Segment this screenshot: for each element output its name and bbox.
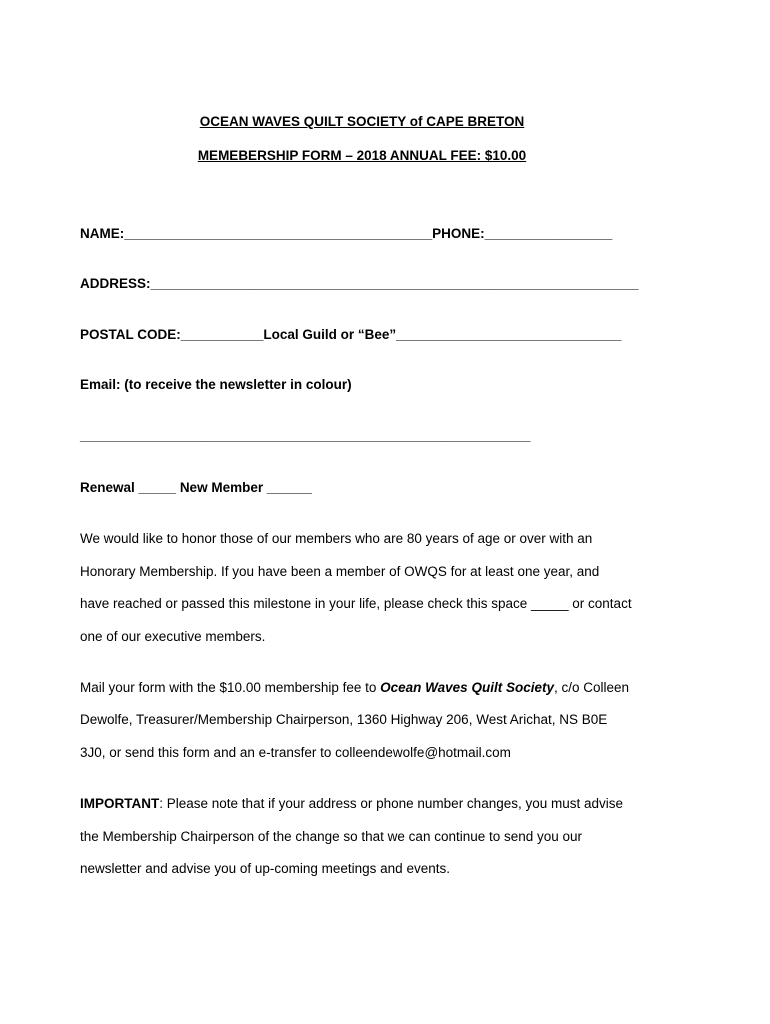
- mail-paragraph-line-3: 3J0, or send this form and an e-transfer to colleendewolfe@hotmail.com: [80, 745, 511, 760]
- mail-paragraph-line-2: Dewolfe, Treasurer/Membership Chairperson, 1360 Highway 206, West Arichat, NS B0E: [80, 712, 608, 727]
- important-text: : Please note that if your address or phone number changes, you must advise: [159, 796, 624, 811]
- address-line: ADDRESS:_________________________________________________________________: [80, 276, 639, 291]
- mail-text-pre: Mail your form with the $10.00 membership fee to: [80, 680, 381, 695]
- mail-paragraph-line-1: [80, 680, 629, 696]
- form-subtitle: MEMEBERSHIP FORM – 2018 ANNUAL FEE: $10.00: [197, 148, 527, 163]
- email-label: Email: (to receive the newsletter in colour): [80, 377, 352, 392]
- honor-paragraph-line-3: have reached or passed this milestone in your life, please check this space _____ or contact: [80, 596, 632, 611]
- honor-paragraph-line-1: We would like to honor those of our members who are 80 years of age or over with an: [80, 531, 593, 546]
- important-paragraph-line-1: [80, 796, 623, 812]
- name-phone-line: NAME:_________________________________________PHONE:_________________: [80, 226, 613, 241]
- important-paragraph-line-3: newsletter and advise you of up-coming meetings and events.: [80, 861, 450, 876]
- important-paragraph-line-2: the Membership Chairperson of the change so that we can continue to send you our: [80, 829, 583, 844]
- mail-text-post: , c/o Colleen: [553, 680, 630, 695]
- honor-paragraph-line-4: one of our executive members.: [80, 629, 266, 644]
- honor-paragraph-line-2: Honorary Membership. If you have been a member of OWQS for at least one year, and: [80, 564, 600, 579]
- postal-guild-line: POSTAL CODE:___________Local Guild or “Bee”______________________________: [80, 327, 622, 342]
- society-name-emphasis: Ocean Waves Quilt Society: [380, 680, 554, 695]
- important-label: IMPORTANT: [80, 796, 160, 811]
- renewal-new-member-line: Renewal _____ New Member ______: [80, 480, 312, 495]
- society-title: OCEAN WAVES QUILT SOCIETY of CAPE BRETON: [199, 114, 525, 129]
- email-blank-line: ____________________________________________________________: [80, 428, 531, 443]
